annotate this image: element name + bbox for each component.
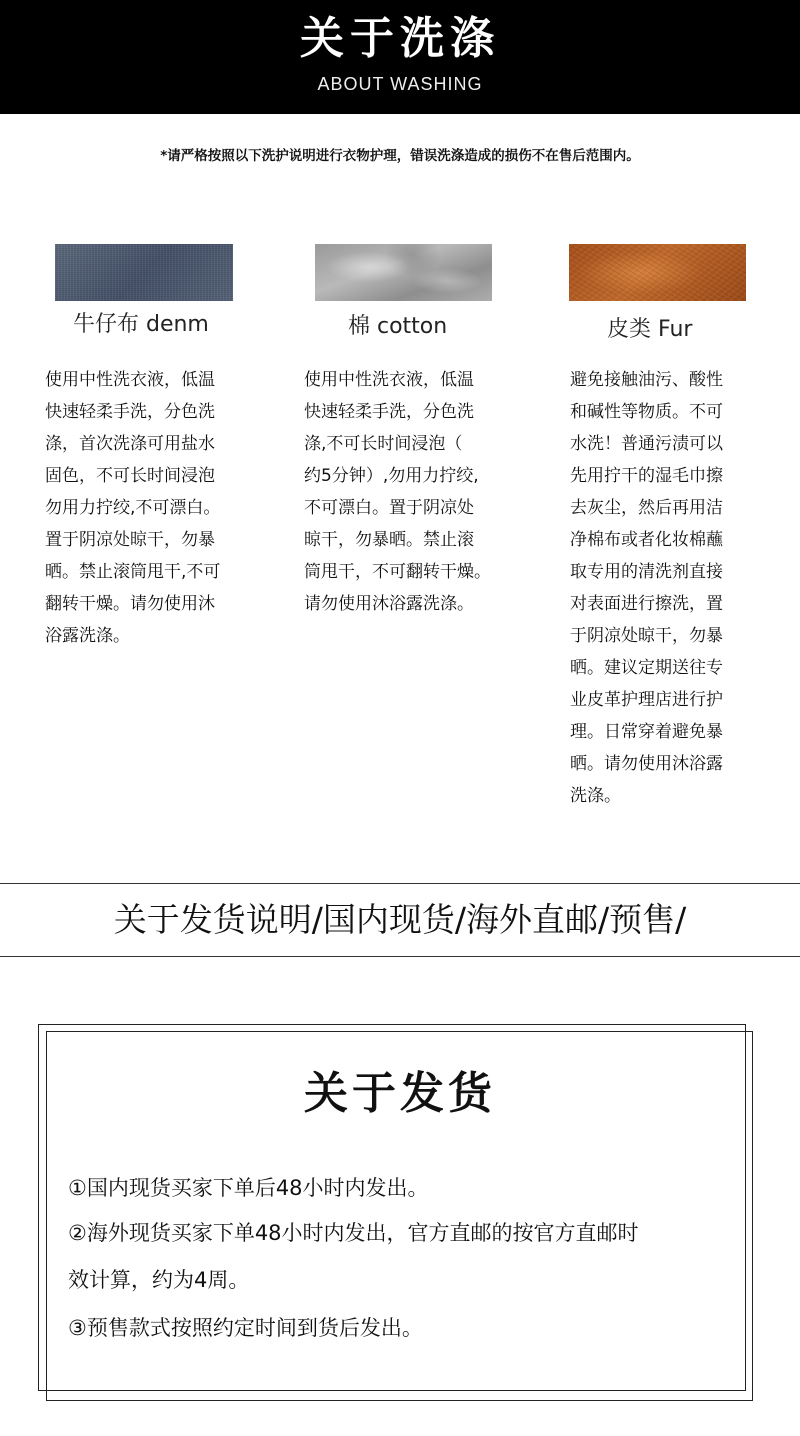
washing-subtitle: ABOUT WASHING [317,74,483,94]
denim-swatch-image [55,244,233,301]
fabric-care-fur: 避免接触油污、酸性 和碱性等物质。不可 水洗！普通污渍可以 先用拧干的湿毛巾擦 去灰尘，然后再用洁 净棉布或者化妆棉蘸 取专用的清洗剂直接 对表面进行擦洗，置 于阴凉处晾干，勿暴 晒。建议定期送往专 业皮革护理店进行护 理。日常穿着避免暴 晒。请勿使用沐浴露 洗涤。 [570,370,723,806]
shipping-title: 关于发货 [304,1068,496,1119]
washing-title: 关于洗涤 [300,13,500,64]
fabric-care-cotton: 使用中性洗衣液，低温 快速轻柔手洗，分色洗 涤,不可长时间浸泡（ 约5分钟）,勿用力拧绞, 不可漂白。置于阴凉处 晾干，勿暴晒。禁止滚 筒甩干，不可翻转干燥。 请勿使用沐浴露洗涤。 [304,370,491,614]
divider-top [0,883,800,884]
shipping-item-overseas: ②海外现货买家下单48小时内发出，官方直邮的按官方直邮时 [68,1221,639,1245]
fabric-name-denim: 牛仔布 denm [73,312,209,337]
cotton-swatch-image [315,244,492,301]
fabric-name-fur: 皮类 Fur [607,317,693,342]
fur-swatch-image [569,244,746,301]
shipping-item-overseas-cont: 效计算，约为4周。 [68,1268,250,1292]
washing-header [0,0,800,114]
fabric-care-denim: 使用中性洗衣液，低温 快速轻柔手洗，分色洗 涤，首次洗涤可用盐水 固色，不可长时间浸泡 勿用力拧绞,不可漂白。 置于阴凉处晾干，勿暴 晒。禁止滚筒甩干,不可 翻转干燥。请勿使用沐 浴露洗涤。 [45,370,221,646]
fabric-name-cotton: 棉 cotton [348,314,448,339]
shipping-banner: 关于发货说明/国内现货/海外直邮/预售/ [113,900,687,939]
care-notice: *请严格按照以下洗护说明进行衣物护理，错误洗涤造成的损伤不在售后范围内。 [160,148,640,164]
shipping-item-presale: ③预售款式按照约定时间到货后发出。 [68,1316,423,1340]
shipping-item-domestic: ①国内现货买家下单后48小时内发出。 [68,1176,429,1200]
divider-bottom [0,956,800,957]
